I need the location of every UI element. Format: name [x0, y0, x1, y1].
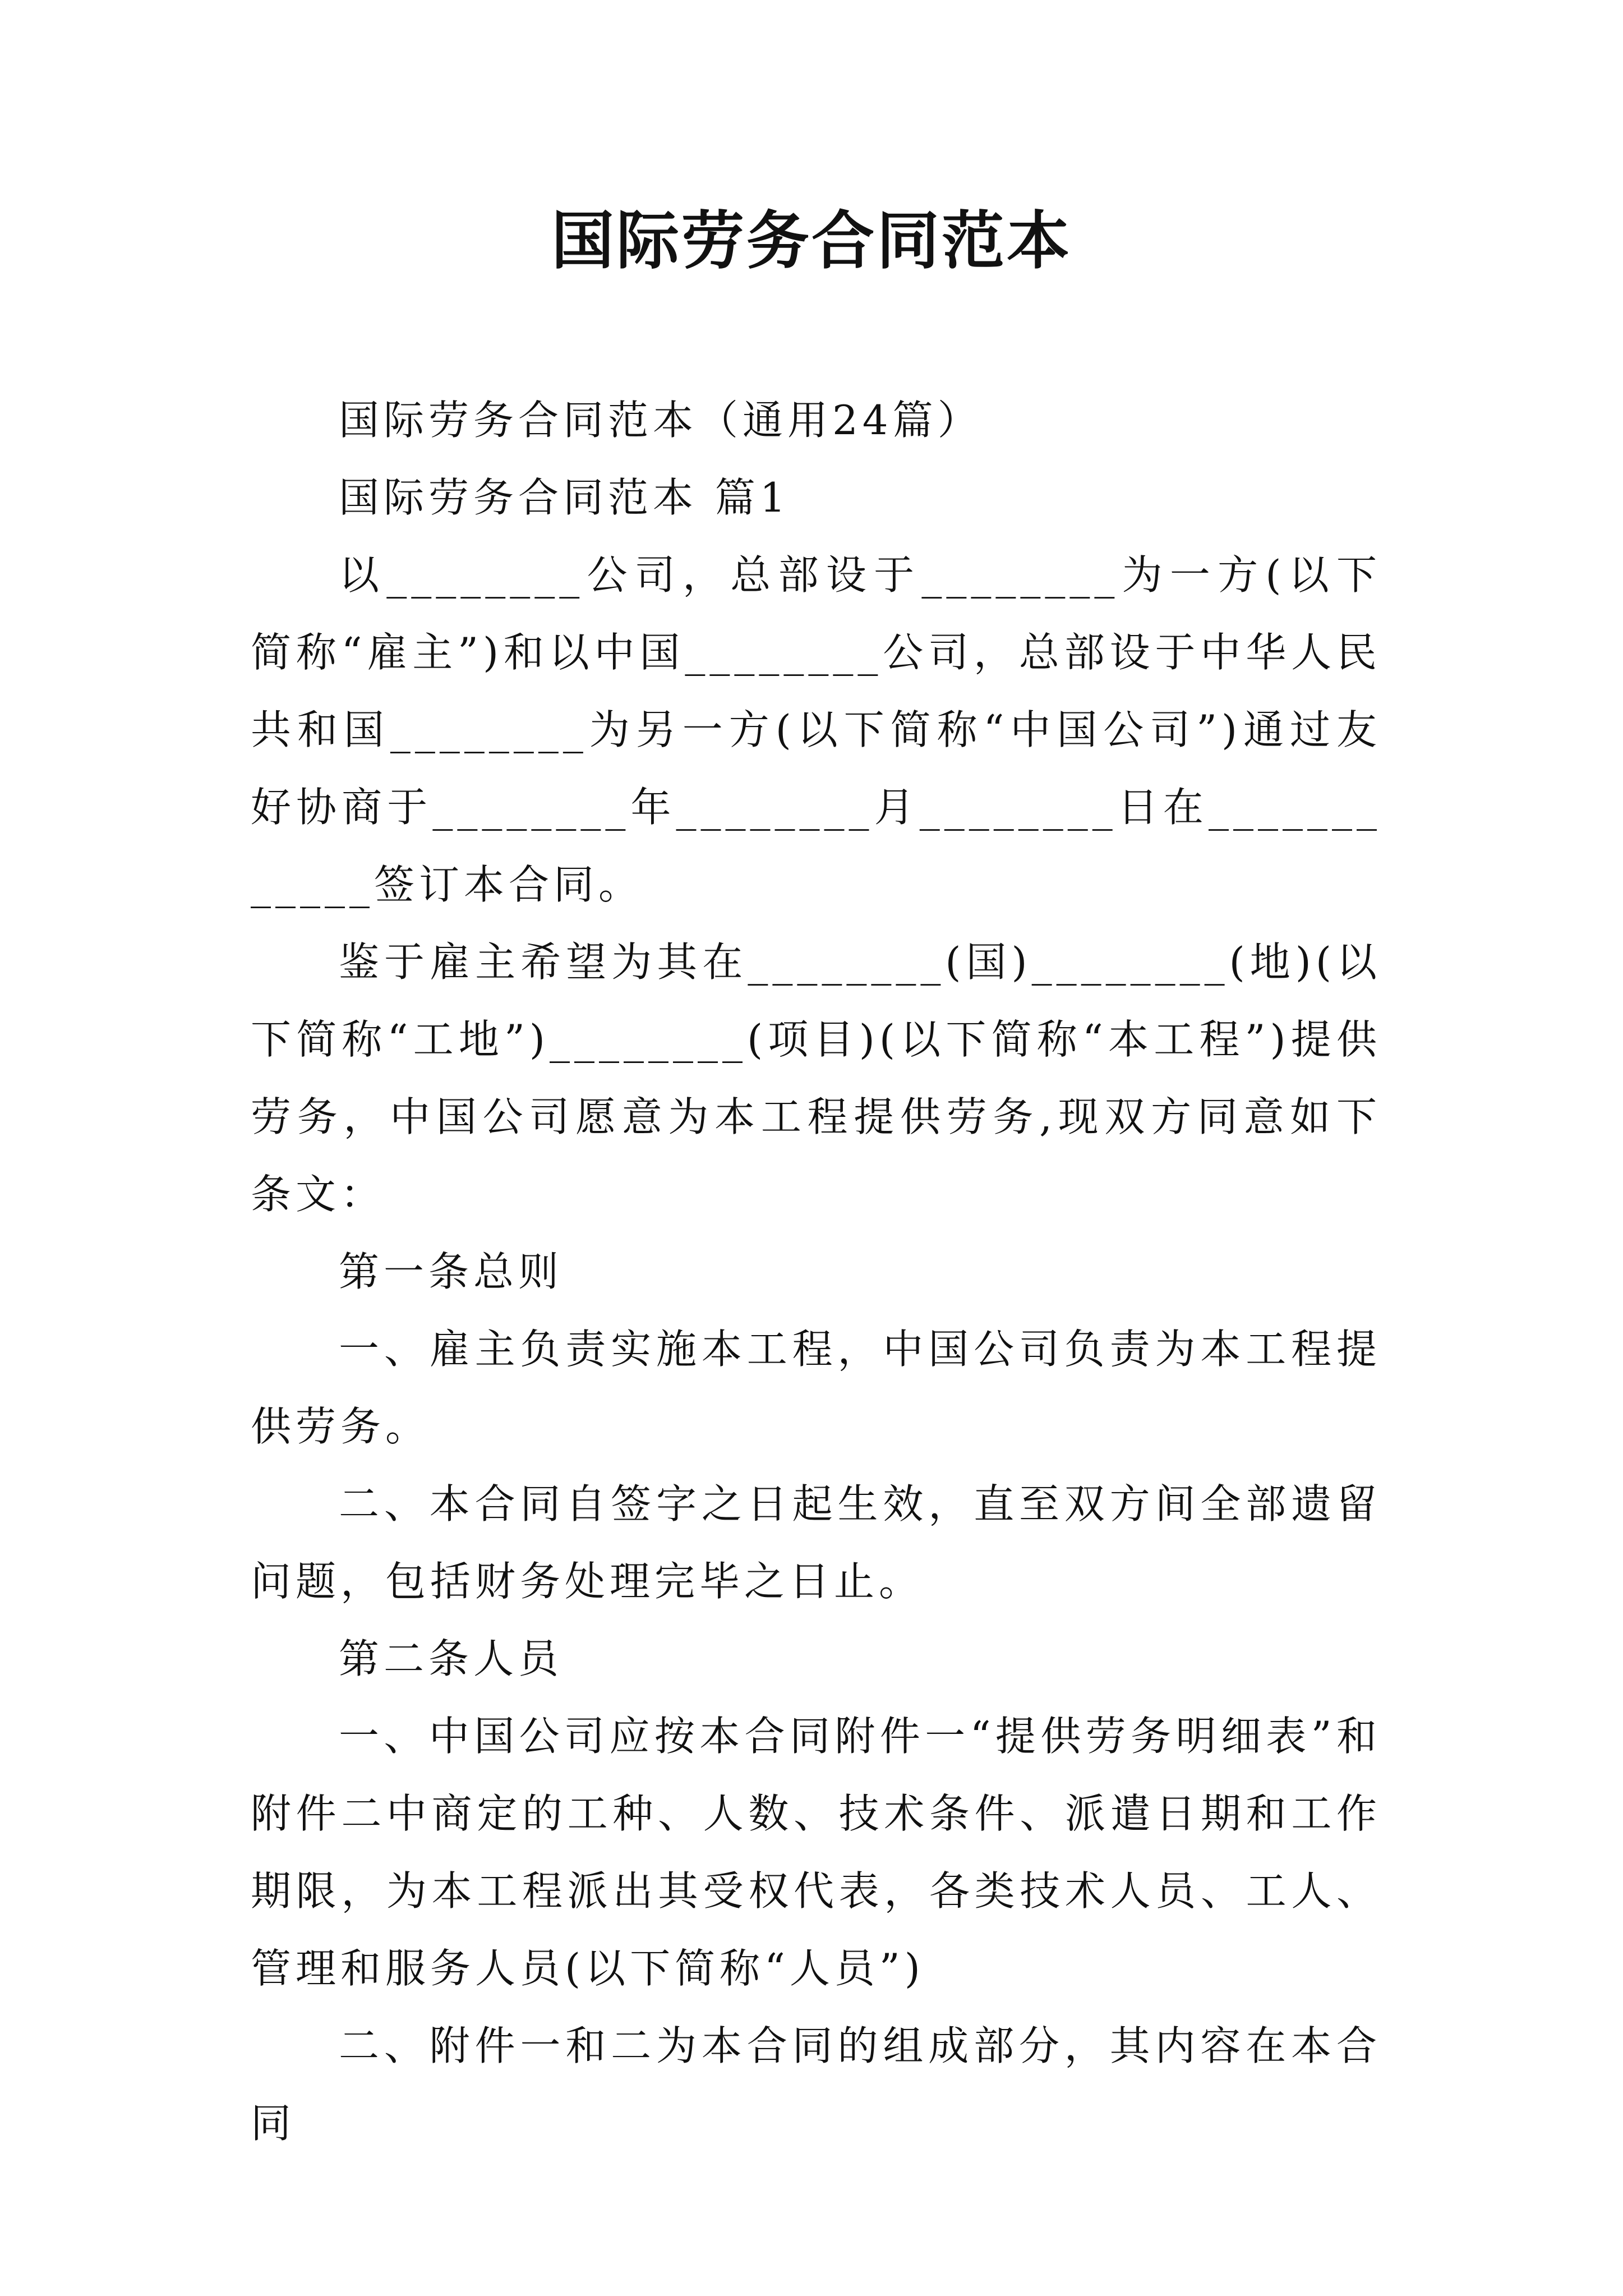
paragraph-section-heading: 国际劳务合同范本 篇1: [339, 474, 790, 521]
document-title: 国际劳务合同范本: [551, 204, 1072, 278]
paragraph-parties: 以________公司，总部设于________为一方(以下简称“雇主”)和以中国________公司，总部设于中华人民共和国________为另一方(以下简称“中国公司”)通过友好协商于________年________月________日在____________签订本合同。: [251, 551, 1381, 908]
document-body: [251, 381, 1381, 2162]
article-2-clause-1: 一、中国公司应按本合同附件一“提供劳务明细表”和附件二中商定的工种、人数、技术条件、派遣日期和工作期限，为本工程派出其受权代表，各类技术人员、工人、管理和服务人员(以下简称“人员”): [251, 1713, 1381, 1992]
article-2-heading: 第二条人员: [339, 1635, 564, 1682]
paragraph-subtitle: 国际劳务合同范本（通用24篇）: [339, 397, 983, 444]
article-1-clause-2: 二、本合同自签字之日起生效，直至双方间全部遗留问题，包括财务处理完毕之日止。: [251, 1480, 1381, 1605]
paragraph-recital: 鉴于雇主希望为其在________(国)________(地)(以下简称“工地”)________(项目)(以下简称“本工程”)提供劳务，中国公司愿意为本工程提供劳务,现双方同意如下条文：: [251, 938, 1381, 1218]
article-1-heading: 第一条总则: [339, 1248, 564, 1295]
article-2-clause-2: 二、附件一和二为本合同的组成部分，其内容在本合同: [251, 2022, 1381, 2147]
article-1-clause-1: 一、雇主负责实施本工程，中国公司负责为本工程提供劳务。: [251, 1326, 1381, 1450]
